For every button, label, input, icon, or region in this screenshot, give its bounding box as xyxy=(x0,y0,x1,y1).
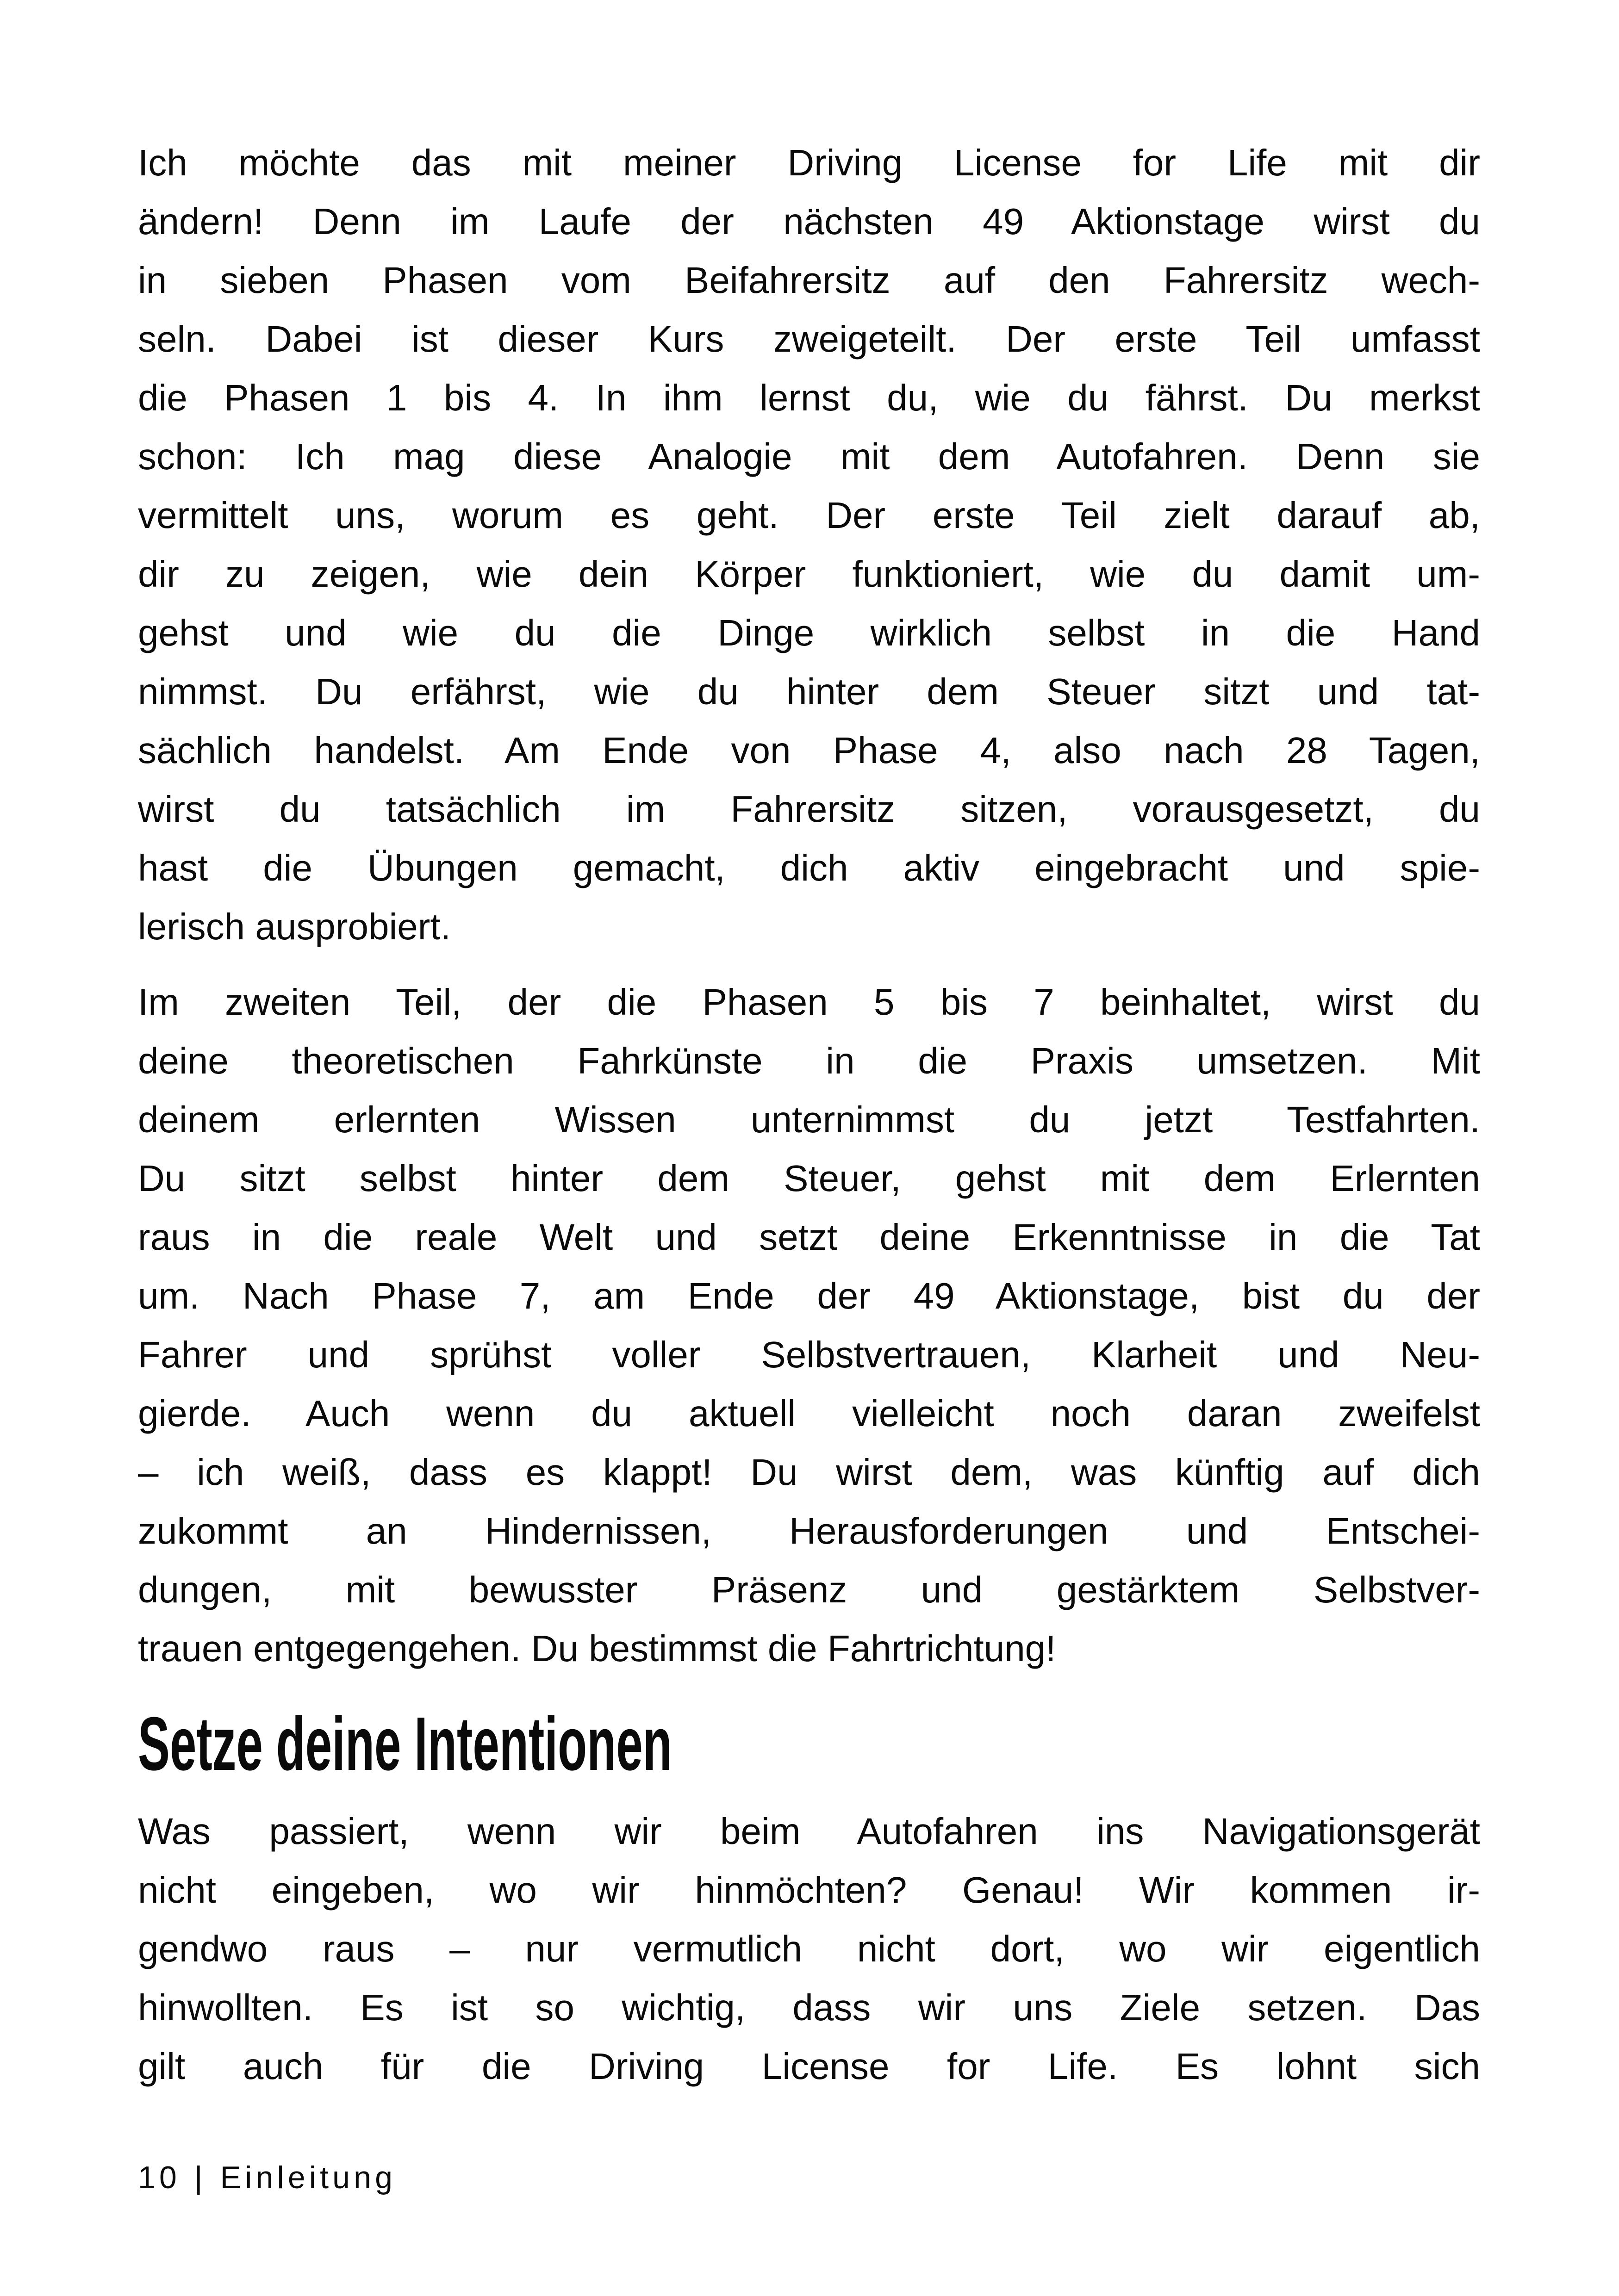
footer-separator: | xyxy=(194,2160,206,2195)
text-line: – ich weiß, dass es klappt! Du wirst dem, was künftig auf dich xyxy=(138,1452,1480,1493)
text-line: zukommt an Hindernissen, Herausforderungen und Entschei- xyxy=(138,1510,1480,1551)
text-line: ändern! Denn im Laufe der nächsten 49 Aktionstage wirst du xyxy=(138,201,1480,242)
text-line: Im zweiten Teil, der die Phasen 5 bis 7 beinhaltet, wirst du xyxy=(138,981,1480,1023)
text-line: um. Nach Phase 7, am Ende der 49 Aktionstage, bist du der xyxy=(138,1275,1480,1316)
text-line: nimmst. Du erfährst, wie du hinter dem Steuer sitzt und tat- xyxy=(138,671,1480,712)
text-line: dungen, mit bewusster Präsenz und gestärktem Selbstver- xyxy=(138,1569,1480,1610)
section-title: Einleitung xyxy=(220,2160,397,2195)
text-line: Was passiert, wenn wir beim Autofahren ins Navigationsgerät xyxy=(138,1811,1480,1852)
text-line: gehst und wie du die Dinge wirklich selbst in die Hand xyxy=(138,612,1480,653)
text-line: Du sitzt selbst hinter dem Steuer, gehst mit dem Erlernten xyxy=(138,1158,1480,1199)
text-line: dir zu zeigen, wie dein Körper funktioniert, wie du damit um- xyxy=(138,553,1480,595)
section-heading: Setze deine Intentionen xyxy=(138,1701,672,1786)
paragraph xyxy=(138,133,1480,956)
text-line: gilt auch für die Driving License for Life. Es lohnt sich xyxy=(138,2046,1480,2087)
page-content xyxy=(138,133,1480,2112)
text-line: gendwo raus – nur vermutlich nicht dort, wo wir eigentlich xyxy=(138,1928,1480,1969)
text-line: deinem erlernten Wissen unternimmst du jetzt Testfahrten. xyxy=(138,1099,1480,1140)
text-line: nicht eingeben, wo wir hinmöchten? Genau! Wir kommen ir- xyxy=(138,1869,1480,1911)
text-line: deine theoretischen Fahrkünste in die Praxis umsetzen. Mit xyxy=(138,1040,1480,1081)
page-number: 10 xyxy=(138,2160,181,2195)
text-line: die Phasen 1 bis 4. In ihm lernst du, wie du fährst. Du merkst xyxy=(138,377,1480,418)
text-line: hast die Übungen gemacht, dich aktiv eingebracht und spie- xyxy=(138,847,1480,888)
paragraph xyxy=(138,1802,1480,2096)
text-line: raus in die reale Welt und setzt deine Erkenntnisse in die Tat xyxy=(138,1216,1480,1258)
text-line: sächlich handelst. Am Ende von Phase 4, also nach 28 Tagen, xyxy=(138,730,1480,771)
text-line: Ich möchte das mit meiner Driving License for Life mit dir xyxy=(138,142,1480,183)
text-line: Fahrer und sprühst voller Selbstvertrauen, Klarheit und Neu- xyxy=(138,1334,1480,1375)
text-line: wirst du tatsächlich im Fahrersitz sitzen, vorausgesetzt, du xyxy=(138,788,1480,830)
paragraph xyxy=(138,973,1480,1678)
text-line: gierde. Auch wenn du aktuell vielleicht noch daran zweifelst xyxy=(138,1393,1480,1434)
text-line: trauen entgegengehen. Du bestimmst die Fahrtrichtung! xyxy=(138,1628,1056,1669)
text-line: seln. Dabei ist dieser Kurs zweigeteilt. Der erste Teil umfasst xyxy=(138,318,1480,360)
text-line: vermittelt uns, worum es geht. Der erste Teil zielt darauf ab, xyxy=(138,495,1480,536)
text-line: in sieben Phasen vom Beifahrersitz auf den Fahrersitz wech- xyxy=(138,260,1480,301)
page-footer xyxy=(138,2159,396,2196)
text-line: lerisch ausprobiert. xyxy=(138,906,451,947)
text-line: hinwollten. Es ist so wichtig, dass wir uns Ziele setzen. Das xyxy=(138,1987,1480,2028)
text-line: schon: Ich mag diese Analogie mit dem Autofahren. Denn sie xyxy=(138,436,1480,477)
